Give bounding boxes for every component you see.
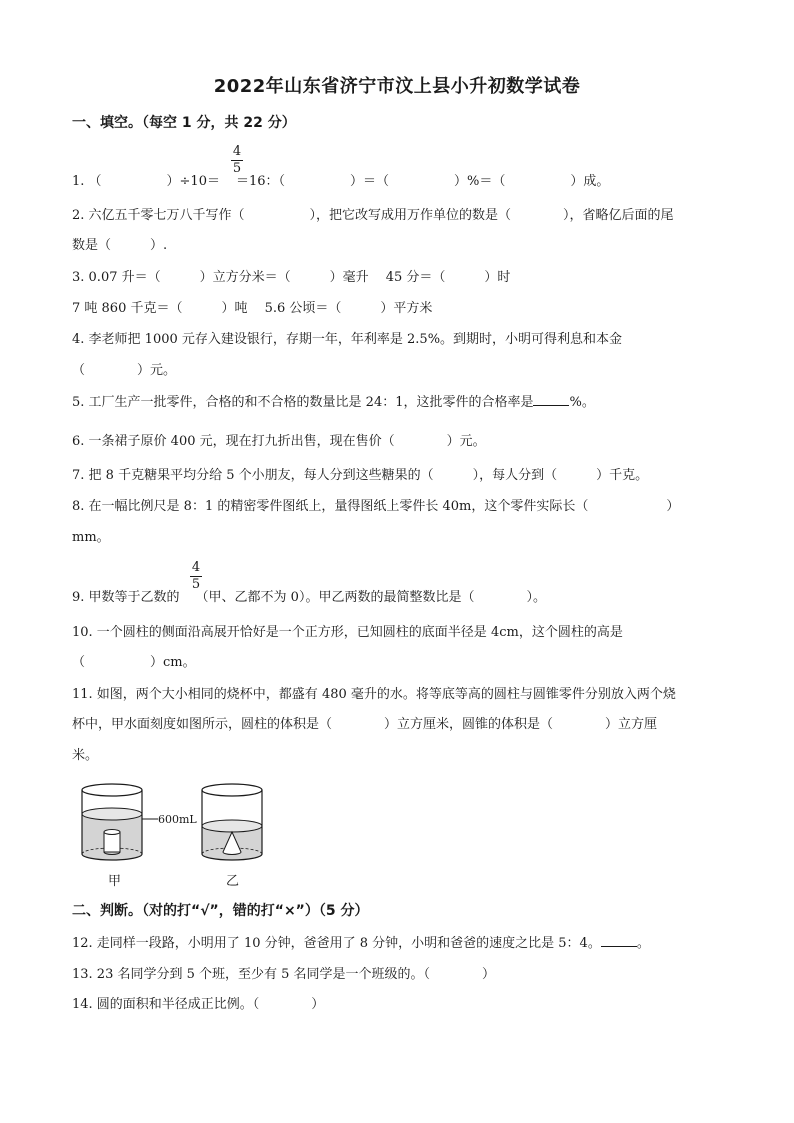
beaker-a: [82, 784, 142, 860]
question-9-text-before: 9. 甲数等于乙数的: [72, 590, 180, 605]
question-8-line-2: mm。: [72, 530, 110, 545]
question-5-text-before: 5. 工厂生产一批零件，合格的和不合格的数量比是 24：1，这批零件的合格率是: [72, 395, 534, 410]
question-4-line-1: 4. 李老师把 1000 元存入建设银行，存期一年，年利率是 2.5%。到期时，小明可得利息和本金: [72, 332, 623, 347]
question-12-text-before: 12. 走同样一段路，小明用了 10 分钟，爸爸用了 8 分钟，小明和爸爸的速度之比是 5：4。: [72, 936, 601, 951]
question-9-fraction: [190, 561, 202, 592]
beaker-a-label: 甲: [108, 874, 122, 889]
question-12-text-after: 。: [636, 936, 650, 951]
beaker-figure: [72, 772, 272, 892]
beaker-b: [202, 784, 262, 860]
question-10-line-2: （ ）cm。: [72, 655, 196, 670]
exam-title: 2022年山东省济宁市汶上县小升初数学试卷: [213, 76, 581, 97]
section-fill-in-heading: 一、填空。（每空 1 分，共 22 分）: [72, 115, 296, 131]
question-3-line-1: 3. 0.07 升＝（ ）立方分米＝（ ）毫升 45 分＝（ ）时: [72, 270, 511, 285]
question-11-line-2: 杯中，甲水面刻度如图所示，圆柱的体积是（ ）立方厘米，圆锥的体积是（ ）立方厘: [72, 717, 658, 732]
question-13: 13. 23 名同学分到 5 个班，至少有 5 名同学是一个班级的。（ ）: [72, 967, 496, 982]
fraction-denominator: 5: [191, 577, 201, 592]
question-5: [72, 391, 595, 410]
fraction-denominator: 5: [232, 161, 242, 176]
question-2-line-2: 数是（ ）.: [72, 238, 168, 253]
question-1-fraction: [231, 145, 243, 176]
answer-blank[interactable]: [601, 934, 637, 947]
question-11-line-3: 米。: [72, 748, 99, 763]
question-8-line-1: 8. 在一幅比例尺是 8：1 的精密零件图纸上，量得图纸上零件长 40m，这个零件实际长（ ）: [72, 499, 680, 514]
question-9-text-after: （甲、乙都不为 0）。甲乙两数的最简整数比是（ ）。: [195, 590, 546, 605]
fraction-numerator: 4: [191, 560, 201, 575]
answer-blank[interactable]: [533, 393, 569, 406]
question-5-text-after: %。: [569, 395, 595, 410]
question-3-line-2: 7 吨 860 千克＝（ ）吨 5.6 公顷＝（ ）平方米: [72, 301, 433, 316]
question-9: [72, 586, 546, 605]
volume-mark-label: 600mL: [158, 813, 197, 826]
question-1-text-after: ＝16：（ ）＝（ ）%＝（ ）成。: [235, 174, 610, 189]
section-judgement-heading: 二、判断。（对的打“√”，错的打“×”）（5 分）: [72, 903, 369, 919]
question-1-text-before: 1. （ ）÷10＝: [72, 174, 220, 189]
question-7: 7. 把 8 千克糖果平均分给 5 个小朋友，每人分到这些糖果的（ ），每人分到（ ）千克。: [72, 468, 649, 483]
question-11-line-1: 11. 如图，两个大小相同的烧杯中，都盛有 480 毫升的水。将等底等高的圆柱与圆锥零件分别放入两个烧: [72, 687, 676, 702]
fraction-numerator: 4: [232, 144, 242, 159]
question-2-line-1: 2. 六亿五千零七万八千写作（ ），把它改写成用万作单位的数是（ ），省略亿后面的尾: [72, 208, 674, 223]
question-4-line-2: （ ）元。: [72, 363, 177, 378]
cylinder-part: [104, 830, 120, 855]
question-1: [72, 170, 609, 189]
question-6: 6. 一条裙子原价 400 元，现在打九折出售，现在售价（ ）元。: [72, 434, 486, 449]
question-10-line-1: 10. 一个圆柱的侧面沿高展开恰好是一个正方形，已知圆柱的底面半径是 4cm，这个圆柱的高是: [72, 625, 623, 640]
question-14: 14. 圆的面积和半径成正比例。（ ）: [72, 997, 325, 1012]
question-12: [72, 932, 650, 951]
beaker-b-label: 乙: [226, 874, 240, 889]
